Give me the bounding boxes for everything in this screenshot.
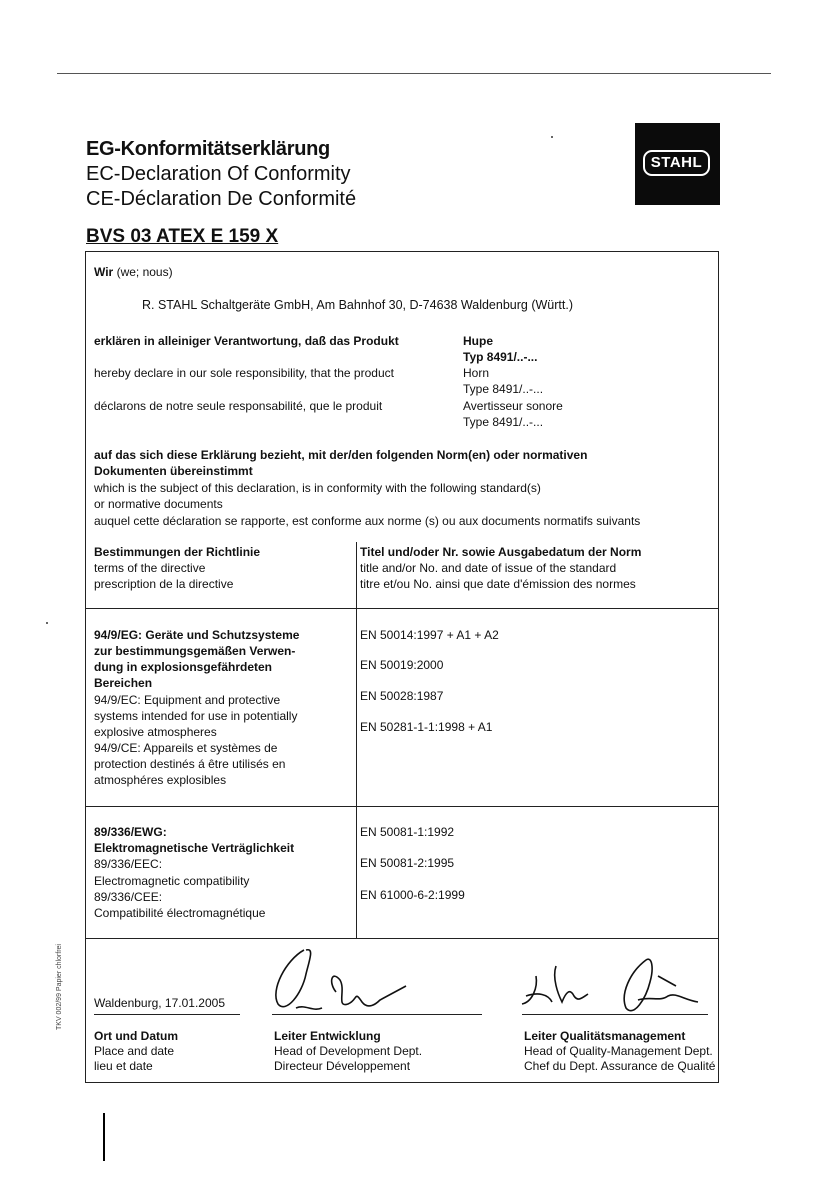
right-header-german: Titel und/oder Nr. sowie Ausgabedatum der Norm bbox=[360, 545, 642, 559]
conformity-french: auquel cette déclaration se rapporte, est conforme aux norme (s) ou aux documents normatifs suivants bbox=[94, 514, 641, 528]
dev-signature bbox=[266, 942, 426, 1022]
atex-de-3: dung in explosionsgefährdeten bbox=[94, 660, 273, 674]
place-label-fr: lieu et date bbox=[94, 1059, 153, 1073]
emc-de-code: 89/336/EWG: bbox=[94, 825, 167, 839]
product-french: Avertisseur sonore bbox=[463, 399, 563, 413]
emc-en-title: Electromagnetic compatibility bbox=[94, 874, 250, 888]
atex-fr-3: atmosphéres explosibles bbox=[94, 773, 227, 787]
product-english: Horn bbox=[463, 366, 490, 380]
place-label-de: Ort und Datum bbox=[94, 1029, 178, 1043]
emc-en-code: 89/336/EEC: bbox=[94, 857, 163, 871]
qa-label-fr: Chef du Dept. Assurance de Qualité bbox=[524, 1059, 716, 1073]
declaration-frame bbox=[85, 251, 719, 1083]
left-header-german: Bestimmungen der Richtlinie bbox=[94, 545, 261, 559]
standard-en50028: EN 50028:1987 bbox=[360, 689, 444, 703]
standard-en50081-1: EN 50081-1:1992 bbox=[360, 825, 455, 839]
emc-fr-title: Compatibilité électromagnétique bbox=[94, 906, 266, 920]
column-divider bbox=[356, 542, 357, 938]
standard-en50019: EN 50019:2000 bbox=[360, 658, 444, 672]
dev-label-fr: Directeur Développement bbox=[274, 1059, 411, 1073]
atex-en-3: explosive atmospheres bbox=[94, 725, 217, 739]
standard-en50081-2: EN 50081-2:1995 bbox=[360, 856, 455, 870]
atex-de-1: 94/9/EG: Geräte und Schutzsysteme bbox=[94, 628, 300, 642]
dev-label-en: Head of Development Dept. bbox=[274, 1044, 423, 1058]
qa-signature bbox=[508, 942, 708, 1022]
conformity-english-1: which is the subject of this declaration, is in conformity with the following standard(s) bbox=[94, 481, 541, 495]
left-header-french: prescription de la directive bbox=[94, 577, 234, 591]
conformity-english-2: or normative documents bbox=[94, 497, 223, 511]
atex-de-4: Bereichen bbox=[94, 676, 153, 690]
atex-fr-2: protection destinés á être utilisés en bbox=[94, 757, 286, 771]
dev-label-de: Leiter Entwicklung bbox=[274, 1029, 381, 1043]
we-line bbox=[94, 265, 173, 280]
place-date-value: Waldenburg, 17.01.2005 bbox=[94, 996, 225, 1010]
atex-en-2: systems intended for use in potentially bbox=[94, 709, 298, 723]
we-label: Wir bbox=[94, 265, 114, 279]
binding-line bbox=[103, 1113, 105, 1161]
top-rule bbox=[57, 73, 771, 74]
type-french: Type 8491/..-... bbox=[463, 415, 544, 429]
atex-en-1: 94/9/EC: Equipment and protective bbox=[94, 693, 281, 707]
logo-outline bbox=[643, 150, 710, 176]
row-rule bbox=[86, 806, 718, 807]
declare-german: erklären in alleiniger Verantwortung, daß das Produkt bbox=[94, 334, 399, 348]
conformity-german-2: Dokumenten übereinstimmt bbox=[94, 464, 253, 478]
qa-label-en: Head of Quality-Management Dept. bbox=[524, 1044, 713, 1058]
left-header-english: terms of the directive bbox=[94, 561, 206, 575]
emc-fr-code: 89/336/CEE: bbox=[94, 890, 163, 904]
title-english: EC-Declaration Of Conformity bbox=[86, 163, 351, 185]
margin-mark bbox=[46, 622, 48, 624]
standard-en61000: EN 61000-6-2:1999 bbox=[360, 888, 465, 902]
type-german: Typ 8491/..-... bbox=[463, 350, 538, 364]
standard-en50014: EN 50014:1997 + A1 + A2 bbox=[360, 628, 499, 642]
title-german: EG-Konformitätserklärung bbox=[86, 138, 330, 160]
scan-speck bbox=[551, 136, 553, 138]
company-address: R. STAHL Schaltgeräte GmbH, Am Bahnhof 30, D-74638 Waldenburg (Württ.) bbox=[142, 298, 573, 312]
atex-de-2: zur bestimmungsgemäßen Verwen- bbox=[94, 644, 296, 658]
type-english: Type 8491/..-... bbox=[463, 382, 544, 396]
place-date-line bbox=[94, 1014, 240, 1015]
signature-rule bbox=[86, 938, 718, 939]
logo-text: STAHL bbox=[650, 154, 703, 171]
conformity-german-1: auf das sich diese Erklärung bezieht, mit der/den folgenden Norm(en) oder normativen bbox=[94, 448, 588, 462]
right-header-english: title and/or No. and date of issue of the standard bbox=[360, 561, 617, 575]
right-header-french: titre et/ou No. ainsi que date d'émission des normes bbox=[360, 577, 636, 591]
place-label-en: Place and date bbox=[94, 1044, 175, 1058]
certificate-number: BVS 03 ATEX E 159 X bbox=[86, 226, 279, 247]
standard-en50281: EN 50281-1-1:1998 + A1 bbox=[360, 720, 493, 734]
we-translation: (we; nous) bbox=[116, 265, 173, 279]
atex-fr-1: 94/9/CE: Appareils et systèmes de bbox=[94, 741, 278, 755]
declare-english: hereby declare in our sole responsibility, that the product bbox=[94, 366, 394, 380]
emc-de-title: Elektromagnetische Verträglichkeit bbox=[94, 841, 295, 855]
product-german: Hupe bbox=[463, 334, 493, 348]
declare-french: déclarons de notre seule responsabilité, que le produit bbox=[94, 399, 383, 413]
title-french: CE-Déclaration De Conformité bbox=[86, 188, 357, 210]
qa-label-de: Leiter Qualitätsmanagement bbox=[524, 1029, 686, 1043]
side-print-note: TKV 002/99 Papier chlorfrei bbox=[56, 944, 63, 1030]
stahl-logo bbox=[635, 123, 720, 205]
header-rule bbox=[86, 608, 718, 609]
